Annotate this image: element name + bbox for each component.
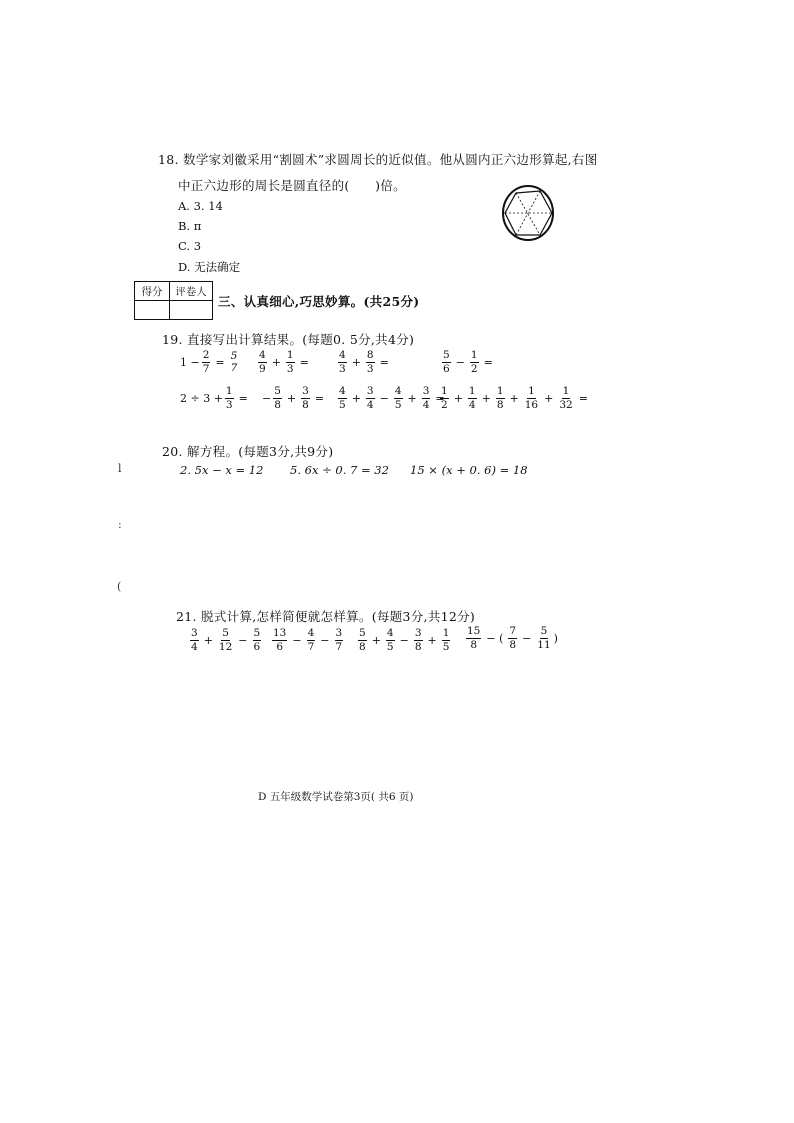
q19-item-3 bbox=[336, 350, 392, 374]
fraction: $\frac{5}{12}$ bbox=[218, 627, 233, 653]
grader-cell[interactable] bbox=[170, 301, 213, 320]
fraction: $\frac{1}{5}$ bbox=[442, 627, 450, 653]
hexagon-in-circle-figure bbox=[500, 183, 556, 243]
operator: + bbox=[351, 391, 361, 405]
score-box bbox=[134, 281, 213, 320]
fraction: $\frac{3}{8}$ bbox=[302, 385, 309, 411]
q19-title: 19. 直接写出计算结果。(每题0. 5分,共4分) bbox=[162, 332, 415, 347]
q18-option-c: C. 3 bbox=[178, 239, 202, 253]
fraction: $\frac{3}{7}$ bbox=[335, 627, 343, 653]
fraction: $\frac{5}{11}$ bbox=[537, 625, 551, 651]
q20-title: 20. 解方程。(每题3分,共9分) bbox=[162, 444, 334, 459]
fraction: $\frac{8}{3}$ bbox=[366, 349, 374, 375]
fraction: $\frac{2}{7}$ bbox=[202, 349, 210, 375]
equals-sign: = bbox=[483, 355, 493, 369]
equals-sign: = bbox=[215, 355, 225, 369]
operator: − bbox=[320, 633, 330, 647]
operator: + bbox=[371, 633, 381, 647]
fraction: $\frac{1}{16}$ bbox=[524, 385, 539, 411]
equals-sign: = bbox=[578, 391, 588, 405]
q19-item-7 bbox=[336, 386, 448, 410]
page-footer: D 五年级数学试卷第3页( 共6 页) bbox=[258, 791, 414, 803]
fraction: $\frac{1}{8}$ bbox=[496, 385, 504, 411]
fraction: $\frac{7}{8}$ bbox=[509, 625, 517, 651]
equals-sign: = bbox=[238, 391, 248, 405]
operator: + bbox=[544, 391, 554, 405]
q21-expression-3 bbox=[356, 628, 452, 652]
q19-item-2 bbox=[256, 350, 312, 374]
margin-mark: l bbox=[118, 462, 122, 475]
fraction: $\frac{4}{5}$ bbox=[394, 385, 402, 411]
score-label: 得分 bbox=[135, 282, 170, 301]
q18-option-b: B. π bbox=[178, 219, 202, 233]
margin-mark: : bbox=[118, 518, 122, 531]
fraction: $\frac{1}{2}$ bbox=[470, 349, 478, 375]
q21-expression-4 bbox=[464, 626, 558, 650]
fraction: $\frac{5}{8}$ bbox=[274, 385, 281, 411]
fraction: $\frac{1}{3}$ bbox=[225, 385, 233, 411]
equals-sign: = bbox=[379, 355, 389, 369]
fraction: $\frac{3}{4}$ bbox=[191, 627, 198, 653]
equals-sign: = bbox=[435, 391, 445, 405]
q19-item-8 bbox=[438, 386, 591, 410]
equals-sign: = bbox=[299, 355, 309, 369]
equals-sign: = bbox=[314, 391, 325, 405]
q19-item-5 bbox=[180, 386, 251, 410]
operator: − bbox=[292, 633, 302, 647]
operator: − bbox=[238, 633, 248, 647]
operator: + bbox=[351, 355, 361, 369]
closing-paren: ) bbox=[553, 631, 558, 645]
q20-equation-1: 2. 5x − x = 12 bbox=[180, 463, 264, 477]
q18-option-d: D. 无法确定 bbox=[178, 260, 241, 274]
operator: + bbox=[203, 633, 213, 647]
q19-item-4 bbox=[440, 350, 496, 374]
operator: − bbox=[455, 355, 465, 369]
fraction: $\frac{5}{8}$ bbox=[359, 627, 366, 653]
q20-equation-3: 15 × (x + 0. 6) = 18 bbox=[410, 463, 528, 477]
fraction: $\frac{4}{9}$ bbox=[259, 349, 266, 375]
margin-mark: ( bbox=[117, 580, 122, 593]
fraction: $\frac{15}{8}$ bbox=[467, 625, 481, 651]
operator: − bbox=[379, 391, 389, 405]
fraction: $\frac{4}{7}$ bbox=[307, 627, 315, 653]
operator: − bbox=[399, 633, 409, 647]
q18-option-a: A. 3. 14 bbox=[178, 199, 223, 213]
q21-expression-2 bbox=[270, 628, 345, 652]
q21-title: 21. 脱式计算,怎样简便就怎样算。(每题3分,共12分) bbox=[176, 609, 476, 624]
lead-text: − bbox=[262, 391, 272, 405]
fraction: $\frac{4}{5}$ bbox=[339, 385, 346, 411]
score-cell[interactable] bbox=[135, 301, 170, 320]
q19-item-6 bbox=[262, 386, 327, 410]
handwritten-answer: 5 7 bbox=[230, 349, 238, 374]
operator: + bbox=[427, 633, 437, 647]
fraction: $\frac{1}{2}$ bbox=[441, 385, 448, 411]
section3-title: 三、认真细心,巧思妙算。(共25分) bbox=[218, 294, 420, 309]
operator: + bbox=[453, 391, 463, 405]
fraction: $\frac{4}{5}$ bbox=[386, 627, 394, 653]
fraction: $\frac{3}{8}$ bbox=[414, 627, 422, 653]
q20-equation-2: 5. 6x ÷ 0. 7 = 32 bbox=[290, 463, 389, 477]
operator: + bbox=[509, 391, 519, 405]
operator: + bbox=[481, 391, 491, 405]
q18-line2: 中正六边形的周长是圆直径的( )倍。 bbox=[178, 178, 406, 193]
lead-text: 1 − bbox=[180, 355, 200, 369]
fraction: $\frac{5}{6}$ bbox=[253, 627, 261, 653]
fraction: $\frac{3}{4}$ bbox=[366, 385, 374, 411]
lead-text: 2 ÷ 3 + bbox=[180, 391, 223, 405]
grader-label: 评卷人 bbox=[170, 282, 213, 301]
operator: − ( bbox=[486, 631, 504, 645]
q18-line1: 18. 数学家刘徽采用“割圆术”求圆周长的近似值。他从圆内正六边形算起,右图 bbox=[158, 152, 598, 167]
fraction: $\frac{13}{6}$ bbox=[273, 627, 287, 653]
fraction: $\frac{1}{3}$ bbox=[286, 349, 294, 375]
operator: − bbox=[522, 631, 532, 645]
q21-expression-1 bbox=[188, 628, 263, 652]
fraction: $\frac{1}{32}$ bbox=[559, 385, 573, 411]
operator: + bbox=[407, 391, 417, 405]
fraction: $\frac{1}{4}$ bbox=[468, 385, 476, 411]
fraction: $\frac{3}{4}$ bbox=[422, 385, 430, 411]
operator: + bbox=[271, 355, 281, 369]
q19-item-1 bbox=[180, 350, 240, 374]
fraction: $\frac{4}{3}$ bbox=[339, 349, 346, 375]
operator: + bbox=[286, 391, 297, 405]
fraction: $\frac{5}{6}$ bbox=[443, 349, 450, 375]
